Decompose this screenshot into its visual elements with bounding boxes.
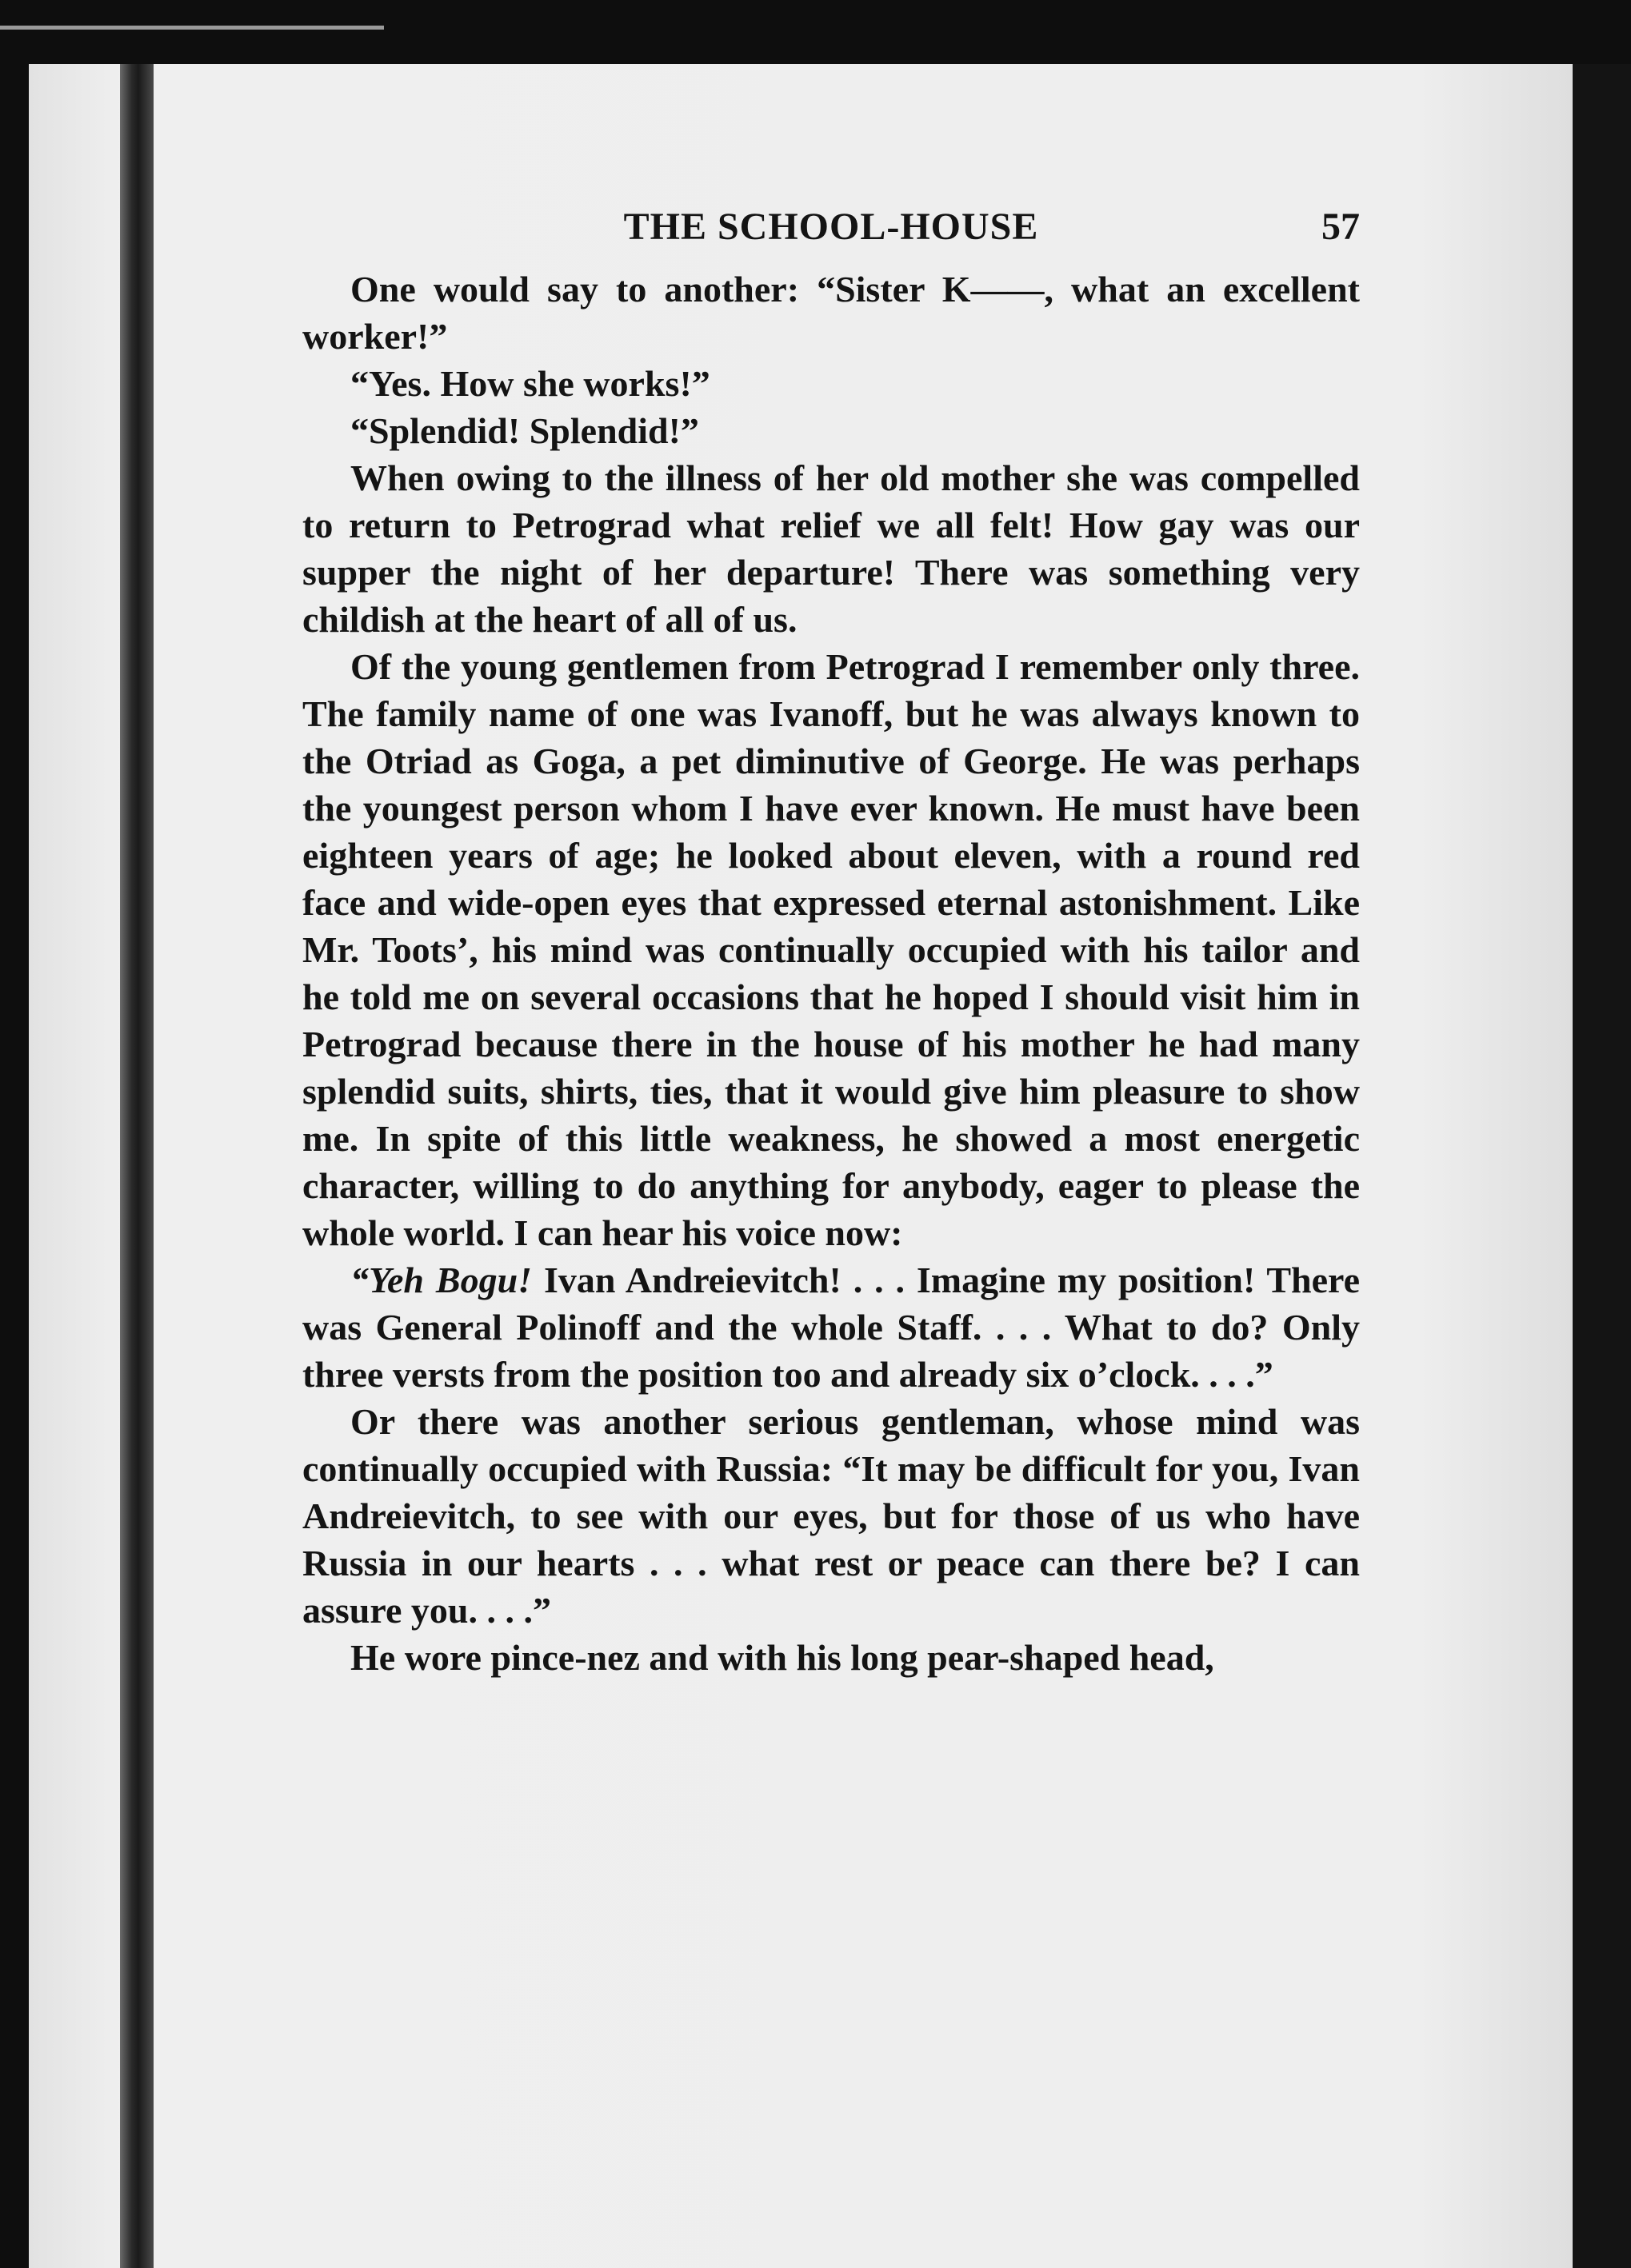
scan-edge-rule [0,26,384,30]
paragraph-5: Of the young gentlemen from Petrograd I remember only three. The family name of one was Ivanoff, but he was always known to the Otriad as Goga, a pet diminutive of George. He was perhaps the youngest person whom I have ever known. He must have been eighteen years of age; he looked about eleven, with a round red face and wide-open eyes that expressed eternal astonishment. Like Mr. Toots’, his mind was continually occupied with his tailor and he told me on several occasions that he hoped I should visit him in Petrograd because there in the house of his mother he had many splendid suits, shirts, ties, that it would give him pleasure to show me. In spite of this little weakness, he showed a most energetic character, willing to do anything for anybody, eager to please the whole world. I can hear his voice now: [302,646,1360,1253]
speech-lead-italic: “Yeh Bogu! [350,1260,533,1300]
paragraph-6-body: Ivan Andreievitch! . . . Imagine my position! There was General Polinoff and the whole Staff. . . . What to do? Only three versts from the position too and already six o’clock. . . .” [302,1260,1361,1395]
paragraph-3: “Splendid! Splendid!” [350,410,699,451]
paragraph-1: One would say to another: “Sister K——, what an excellent worker!” [302,269,1360,357]
paragraph-4: When owing to the illness of her old mother she was compelled to return to Petrograd what relief we all felt! How gay was our supper the night of her departure! There was something very childish at the heart of all of us. [302,457,1360,640]
running-head [302,189,1360,266]
page-text [302,189,1360,1681]
book-gutter-shadow [120,64,154,2268]
paragraph-7: Or there was another serious gentleman, whose mind was continually occupied with Russia: “It may be difficult for you, Ivan Andreievitch, to see with our eyes, but for those of us who have Russia in our hearts . . . what rest or peace can there be? I can assure you. . . .” [302,1401,1360,1631]
page-number: 57 [1321,206,1360,248]
paragraph-2: “Yes. How she works!” [350,363,710,404]
running-title: THE SCHOOL-HOUSE [623,206,1039,248]
paragraph-6 [302,1256,1360,1398]
scan-right-margin [1573,64,1631,2268]
paragraph-8: He wore pince-nez and with his long pear-shaped head, [350,1637,1214,1678]
